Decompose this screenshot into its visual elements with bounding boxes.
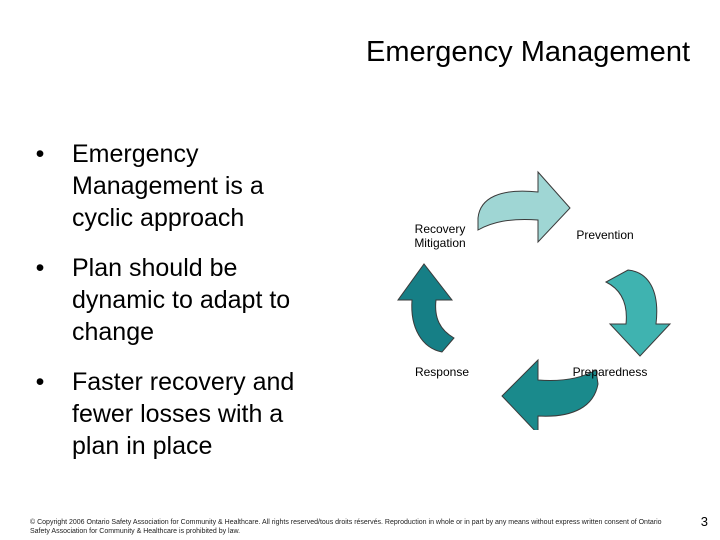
label-response: Response [414,365,470,379]
bullet-item [30,252,330,348]
bullet-item [30,138,330,234]
bullet-dot: • [35,254,45,282]
cycle-diagram [360,160,700,430]
label-preparedness: Preparedness [572,365,648,379]
bullet-item [30,366,330,462]
page-number: 3 [700,514,708,529]
label-prevention: Prevention [576,228,634,242]
label-recovery-mitigation: Recovery Mitigation [414,222,466,250]
copyright-footer: © Copyright 2006 Ontario Safety Association for Community & Healthcare. All rights reserved/tous droits réservés. Reproduction in whole or in part by any means without express written consent of Ontario Safety Association for Community & Healthcare is prohibited by law. [30,519,662,535]
bullet-text: Emergency Management is a cyclic approach [72,140,264,232]
bullet-dot: • [35,368,45,396]
bullet-dot: • [35,140,45,168]
bullet-text: Plan should be dynamic to adapt to change [72,254,291,346]
arrow-top-icon [478,172,570,242]
arrow-right-icon [606,270,670,356]
arrow-left-icon [398,264,454,352]
bullet-text: Faster recovery and fewer losses with a plan in place [72,368,295,460]
bullet-list [30,138,330,480]
slide-title: Emergency Management [366,36,690,68]
cycle-arrows [360,160,700,430]
